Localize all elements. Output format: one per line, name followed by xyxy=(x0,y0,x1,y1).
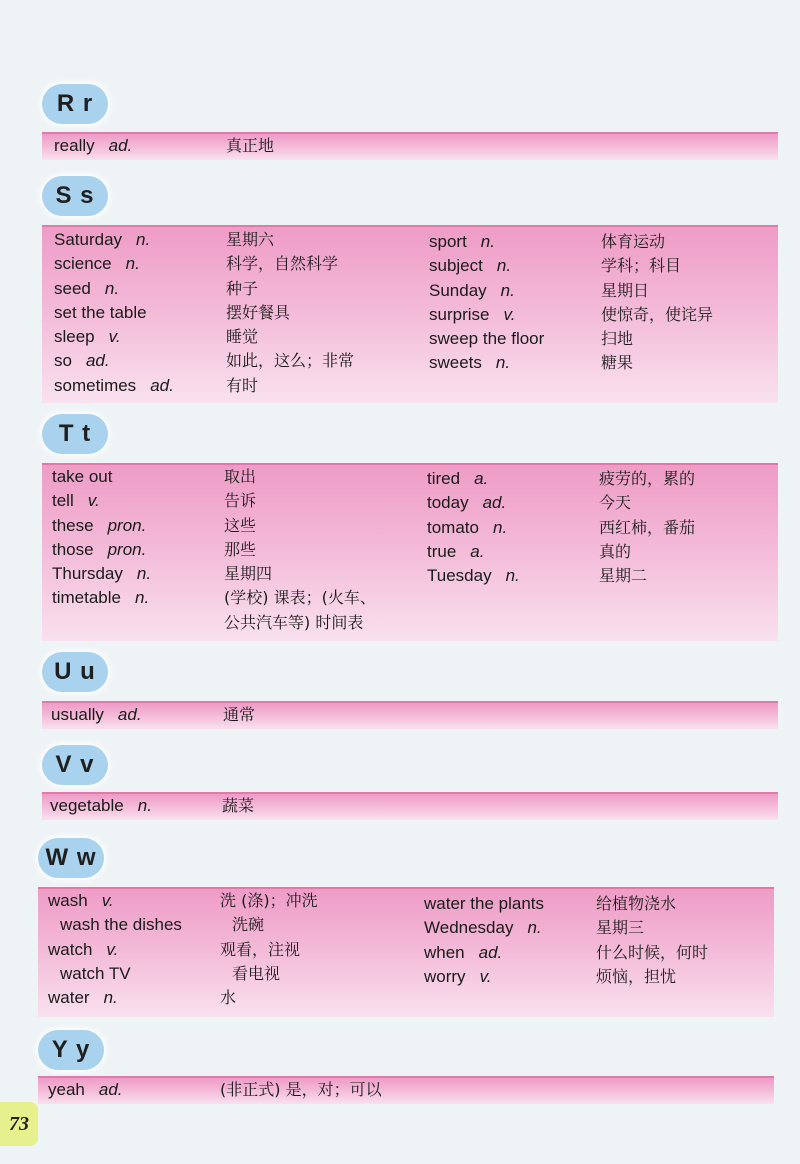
entry-translation: 观看，注视 xyxy=(220,939,301,959)
entry-translation: 星期二 xyxy=(599,566,648,586)
vocab-entry xyxy=(54,301,354,325)
entry-word: vegetable xyxy=(50,796,124,815)
entry-word: watch TV xyxy=(60,963,131,983)
entry-word: sweep the floor xyxy=(429,329,545,349)
entry-translation: 摆好餐具 xyxy=(226,302,291,322)
vocab-entry xyxy=(427,467,695,491)
entry-word: subject xyxy=(429,256,483,276)
entry-translation: 扫地 xyxy=(601,329,634,349)
entry-word: sport xyxy=(429,232,467,251)
letter-badge-s: S s xyxy=(42,176,108,216)
vocab-entry xyxy=(52,514,376,538)
entry-translation: 星期六 xyxy=(226,230,275,249)
entry-word: sometimes xyxy=(54,375,137,395)
vocab-entry xyxy=(54,325,354,349)
vocab-entry xyxy=(424,965,708,989)
entries-band-s xyxy=(42,225,778,403)
column-left xyxy=(48,889,318,1010)
vocab-entry xyxy=(427,564,695,588)
entry-word: tell xyxy=(52,491,74,511)
entry-word: Thursday xyxy=(52,564,123,584)
entry-translation: 这些 xyxy=(224,515,257,535)
entry-word: surprise xyxy=(429,304,490,324)
entry-word: watch xyxy=(48,939,93,959)
entry-word: science xyxy=(54,254,112,274)
entry-part-of-speech: v. xyxy=(101,891,114,910)
entry-part-of-speech: n. xyxy=(500,280,515,300)
entry-part-of-speech: ad. xyxy=(482,493,507,513)
vocab-entry xyxy=(54,374,354,398)
entry-part-of-speech: n. xyxy=(527,918,542,938)
column-left xyxy=(50,794,254,818)
vocab-entry xyxy=(52,586,376,610)
entry-translation: 水 xyxy=(220,988,237,1008)
letter-badge-v: V v xyxy=(42,745,108,785)
vocab-entry xyxy=(54,228,354,252)
entry-translation: 种子 xyxy=(226,278,259,298)
letter-badge-y: Y y xyxy=(38,1030,104,1070)
letter-badge-t: T t xyxy=(42,414,108,454)
vocab-entry xyxy=(52,538,376,562)
entry-translation: 体育运动 xyxy=(601,232,666,251)
column-left xyxy=(54,134,274,158)
entries-band-r xyxy=(42,132,778,160)
entry-word: take out xyxy=(52,467,113,486)
entry-translation: 学科；科目 xyxy=(601,256,682,276)
entry-translation: 如此，这么；非常 xyxy=(226,351,355,371)
vocab-entry xyxy=(54,349,354,373)
vocab-entry xyxy=(52,489,376,513)
entry-word: these xyxy=(52,515,94,535)
entry-translation: 西红柿，番茄 xyxy=(599,517,696,537)
entries-band-y xyxy=(38,1076,774,1104)
entry-part-of-speech: n. xyxy=(103,988,118,1008)
entry-word: sleep xyxy=(54,327,95,347)
entry-translation: 睡觉 xyxy=(226,327,259,347)
entry-word: Saturday xyxy=(54,230,123,249)
entry-translation: 真的 xyxy=(599,541,632,561)
entry-part-of-speech: n. xyxy=(136,230,151,249)
letter-badge-u: U u xyxy=(42,652,108,692)
entry-translation: 通常 xyxy=(223,705,256,724)
entry-part-of-speech: n. xyxy=(125,254,140,274)
entry-translation: 星期三 xyxy=(596,918,645,938)
vocab-entry xyxy=(429,254,713,278)
entry-word: set the table xyxy=(54,302,147,322)
entries-band-t xyxy=(42,463,778,641)
entry-part-of-speech: a. xyxy=(474,469,489,488)
entry-part-of-speech: a. xyxy=(470,541,485,561)
vocab-entry xyxy=(429,303,713,327)
entry-word: water xyxy=(48,988,90,1008)
entry-part-of-speech: v. xyxy=(87,491,100,511)
entry-word: yeah xyxy=(48,1080,85,1099)
vocab-entry xyxy=(52,465,376,489)
entry-translation: 洗碗 xyxy=(232,915,265,935)
entry-part-of-speech: pron. xyxy=(107,539,147,559)
entries-band-w xyxy=(38,887,774,1017)
letter-badge-w: W w xyxy=(38,838,104,878)
vocab-entry xyxy=(52,611,376,635)
entry-part-of-speech: ad. xyxy=(117,705,142,724)
vocab-entry xyxy=(51,703,255,727)
entry-translation: 星期日 xyxy=(601,280,650,300)
vocab-entry xyxy=(48,1078,382,1102)
entry-word: Wednesday xyxy=(424,918,514,938)
entry-translation: 取出 xyxy=(224,467,257,486)
entry-part-of-speech: ad. xyxy=(478,942,503,962)
vocab-entry xyxy=(424,916,708,940)
entry-part-of-speech: pron. xyxy=(107,515,147,535)
vocab-entry xyxy=(424,941,708,965)
entry-translation: 什么时候，何时 xyxy=(596,942,709,962)
vocab-entry xyxy=(429,230,713,254)
entry-word: true xyxy=(427,541,457,561)
entry-word: Sunday xyxy=(429,280,487,300)
entry-word: really xyxy=(54,136,95,155)
entry-word: Tuesday xyxy=(427,566,492,586)
column-left xyxy=(52,465,376,635)
entry-word: usually xyxy=(51,705,104,724)
vocab-entry xyxy=(48,913,318,937)
entry-part-of-speech: ad. xyxy=(85,351,110,371)
entries-band-v xyxy=(42,792,778,820)
vocab-entry xyxy=(427,540,695,564)
entry-translation: 洗 (涤)；冲洗 xyxy=(220,891,318,910)
vocab-entry xyxy=(48,986,318,1010)
vocab-entry xyxy=(48,889,318,913)
entry-translation: 使惊奇，使诧异 xyxy=(601,304,714,324)
column-right xyxy=(429,230,713,376)
entry-part-of-speech: n. xyxy=(137,796,152,815)
entry-translation: 疲劳的，累的 xyxy=(599,469,696,488)
entry-word: when xyxy=(424,942,465,962)
column-left xyxy=(48,1078,382,1102)
entry-part-of-speech: v. xyxy=(106,939,119,959)
entry-part-of-speech: ad. xyxy=(98,1080,123,1099)
entry-part-of-speech: n. xyxy=(134,588,150,608)
entry-part-of-speech: n. xyxy=(505,566,520,586)
entry-part-of-speech: n. xyxy=(492,517,508,537)
entry-word: tomato xyxy=(427,517,479,537)
entry-translation: 烦恼，担忧 xyxy=(596,966,677,986)
entry-part-of-speech: ad. xyxy=(150,375,174,395)
entry-part-of-speech: ad. xyxy=(108,136,133,155)
entry-translation: 今天 xyxy=(599,493,632,513)
column-left xyxy=(51,703,255,727)
entries-band-u xyxy=(42,701,778,729)
letter-badge-r: R r xyxy=(42,84,108,124)
vocab-entry xyxy=(54,277,354,301)
entry-part-of-speech: n. xyxy=(136,564,152,584)
entry-word: so xyxy=(54,351,72,371)
entry-translation: 看电视 xyxy=(232,963,281,983)
entry-translation: 告诉 xyxy=(224,491,257,511)
entry-part-of-speech: v. xyxy=(503,304,516,324)
entry-translation: 星期四 xyxy=(224,564,273,584)
vocab-entry xyxy=(48,938,318,962)
entry-part-of-speech: n. xyxy=(480,232,495,251)
vocab-entry xyxy=(54,134,274,158)
entry-word: those xyxy=(52,539,94,559)
column-right xyxy=(427,467,695,588)
vocab-entry xyxy=(427,491,695,515)
vocab-entry xyxy=(54,252,354,276)
column-right xyxy=(424,892,708,989)
entry-translation: 科学，自然科学 xyxy=(226,254,339,274)
vocab-entry xyxy=(429,351,713,375)
entry-word: sweets xyxy=(429,353,482,373)
entry-part-of-speech: v. xyxy=(108,327,121,347)
entry-word: wash xyxy=(48,891,88,910)
vocab-entry xyxy=(427,516,695,540)
entry-word: wash the dishes xyxy=(60,915,182,935)
entry-translation: 那些 xyxy=(224,539,257,559)
entry-translation: 有时 xyxy=(226,375,259,395)
vocab-entry xyxy=(48,962,318,986)
column-left xyxy=(54,228,354,398)
entry-word: timetable xyxy=(52,588,121,608)
vocab-entry xyxy=(429,327,713,351)
vocab-entry xyxy=(424,892,708,916)
entry-translation: 公共汽车等) 时间表 xyxy=(224,612,364,632)
entry-part-of-speech: v. xyxy=(479,966,492,986)
entry-word: seed xyxy=(54,278,91,298)
entry-translation: 蔬菜 xyxy=(222,796,255,815)
entry-part-of-speech: n. xyxy=(496,256,512,276)
entry-translation: 真正地 xyxy=(226,136,275,155)
entry-word: worry xyxy=(424,966,466,986)
entry-word: water the plants xyxy=(424,894,545,913)
entry-part-of-speech: n. xyxy=(495,353,511,373)
vocab-entry xyxy=(429,279,713,303)
vocab-entry xyxy=(50,794,254,818)
entry-part-of-speech: n. xyxy=(104,278,120,298)
entry-translation: (学校) 课表；(火车、 xyxy=(224,588,376,608)
entry-translation: 给植物浇水 xyxy=(596,894,677,913)
entry-word: today xyxy=(427,493,469,513)
vocab-entry xyxy=(52,562,376,586)
page-number: 73 xyxy=(0,1102,38,1146)
entry-translation: (非正式) 是，对；可以 xyxy=(220,1080,382,1099)
entry-word: tired xyxy=(427,469,461,488)
entry-translation: 糖果 xyxy=(601,353,634,373)
